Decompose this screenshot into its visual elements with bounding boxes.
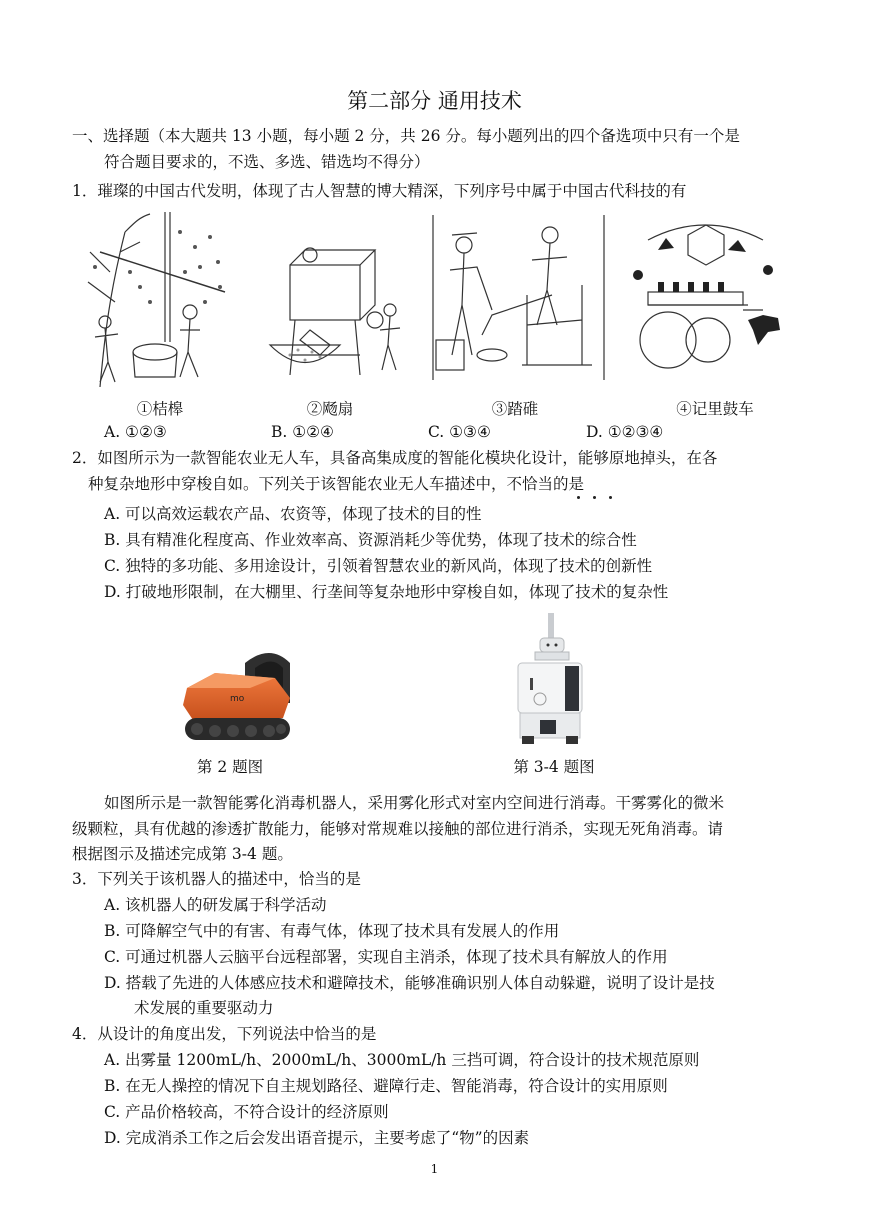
q4-option-a: A. 出雾量 1200mL/h、2000mL/h、3000mL/h 三挡可调，符合设计的技术规范原则 [104, 1051, 700, 1069]
q2-option-c: C. 独特的多功能、多用途设计，引领着智慧农业的新风尚，体现了技术的创新性 [104, 557, 653, 575]
q34-passage-line2: 级颗粒，具有优越的渗透扩散能力，能够对常规难以接触的部位进行消杀，实现无死角消毒。请 [72, 820, 724, 838]
q1-caption-1: ①桔槔 [136, 400, 184, 418]
q2-stem-part-a: 种复杂地形中穿梭自如。下列关于该智能农业无人车描述中， [88, 475, 507, 493]
q2-figure-caption: 第 2 题图 [196, 758, 264, 776]
q3-stem: 3．下列关于该机器人的描述中，恰当的是 [72, 870, 361, 888]
q2-option-d: D. 打破地形限制，在大棚里、行垄间等复杂地形中穿梭自如，体现了技术的复杂性 [104, 583, 669, 601]
q1-option-a: A. ①②③ [104, 423, 167, 441]
yangshan-illustration [250, 235, 410, 385]
q4-option-c: C. 产品价格较高，不符合设计的经济原则 [104, 1103, 389, 1121]
q2-option-a: A. 可以高效运载农产品、农资等，体现了技术的目的性 [104, 505, 482, 523]
disinfection-robot-image [510, 608, 590, 748]
agri-vehicle-image [175, 643, 300, 753]
page-title: 第二部分 通用技术 [347, 89, 522, 113]
q3-option-a: A. 该机器人的研发属于科学活动 [104, 896, 327, 914]
section-heading-line2: 符合题目要求的，不选、多选、错选均不得分） [104, 153, 430, 171]
q2-stem-part-b: 的是 [553, 475, 585, 493]
q2-stem-emphasis: 不恰当 [506, 475, 554, 493]
q1-stem: 1．璀璨的中国古代发明，体现了古人智慧的博大精深，下列序号中属于中国古代科技的有 [72, 182, 687, 200]
q34-passage-line3: 根据图示及描述完成第 3-4 题。 [72, 845, 293, 863]
q4-option-d: D. 完成消杀工作之后会发出语音提示，主要考虑了“物”的因素 [104, 1129, 530, 1147]
q3-option-b: B. 可降解空气中的有害、有毒气体，体现了技术具有发展人的作用 [104, 922, 560, 940]
jiegao-illustration [80, 212, 230, 387]
q3-option-d: D. 搭载了先进的人体感应技术和避障技术，能够准确识别人体自动躲避，说明了设计是技 [104, 974, 715, 992]
q4-option-b: B. 在无人操控的情况下自主规划路径、避障行走、智能消毒，符合设计的实用原则 [104, 1077, 668, 1095]
jiligu-che-illustration [618, 220, 793, 370]
emphasis-dot [593, 496, 596, 499]
emphasis-dot [609, 496, 612, 499]
q1-option-b: B. ①②④ [271, 423, 334, 441]
q34-figure-caption: 第 3-4 题图 [513, 758, 595, 776]
q3-option-c: C. 可通过机器人云脑平台远程部署，实现自主消杀，体现了技术具有解放人的作用 [104, 948, 668, 966]
q34-passage-line1: 如图所示是一款智能雾化消毒机器人，采用雾化形式对室内空间进行消毒。干雾雾化的微米 [104, 794, 725, 812]
q1-option-c: C. ①③④ [428, 423, 491, 441]
vehicle-logo: mo [230, 694, 245, 704]
q1-caption-3: ③踏碓 [491, 400, 539, 418]
q2-option-b: B. 具有精准化程度高、作业效率高、资源消耗少等优势，体现了技术的综合性 [104, 531, 637, 549]
q2-stem-line1: 2．如图所示为一款智能农业无人车，具备高集成度的智能化模块化设计，能够原地掉头，在各 [72, 449, 718, 467]
emphasis-dot [577, 496, 580, 499]
page-number: 1 [430, 1162, 439, 1176]
q1-caption-4: ④记里鼓车 [676, 400, 754, 418]
taduì-illustration [432, 215, 607, 385]
section-heading-line1: 一、选择题（本大题共 13 小题，每小题 2 分，共 26 分。每小题列出的四个备选项中只有一个是 [72, 127, 740, 145]
q3-option-d-continued: 术发展的重要驱动力 [134, 999, 274, 1017]
q2-stem-line2 [88, 474, 584, 494]
q4-stem: 4．从设计的角度出发，下列说法中恰当的是 [72, 1025, 377, 1043]
q1-option-d: D. ①②③④ [586, 423, 664, 441]
q1-caption-2: ②飏扇 [306, 400, 354, 418]
